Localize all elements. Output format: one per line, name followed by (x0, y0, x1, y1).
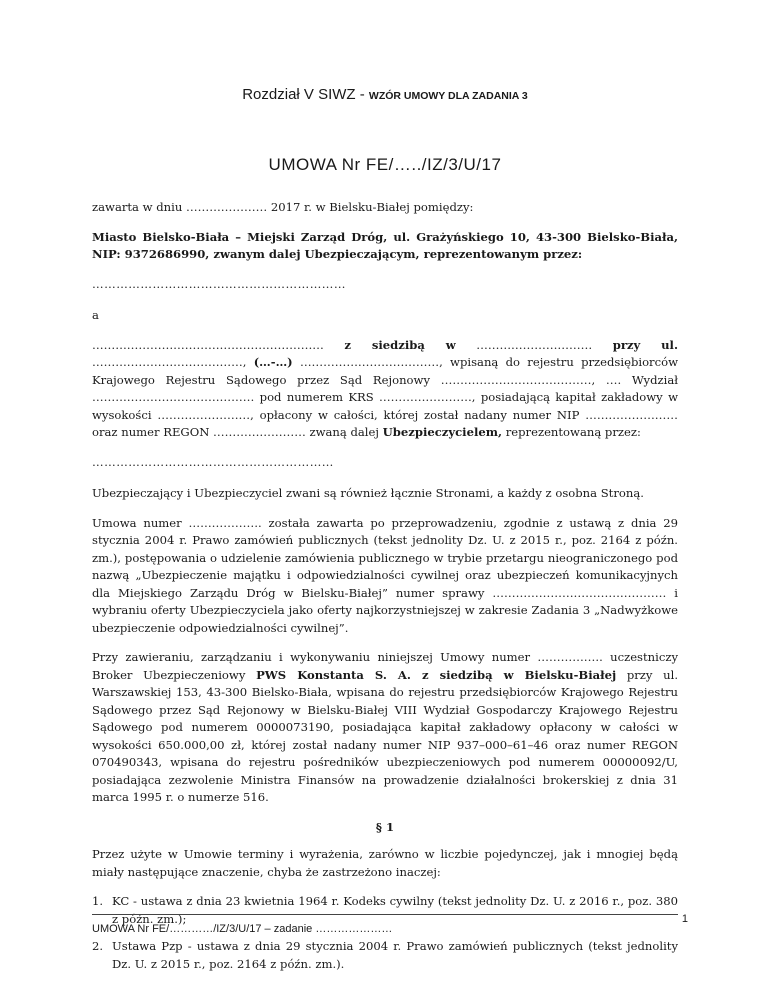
list-item-text: Ustawa Pzp - ustawa z dnia 29 stycznia 2004 r. Prawo zamówień publicznych (tekst jednolity Dz. U. z 2015 r., poz. 2164 z późn. zm.). (112, 939, 678, 971)
party-insurer (92, 337, 678, 442)
insurer-label: Ubezpieczycielem, (382, 425, 503, 439)
document-body (92, 80, 678, 983)
broker-details: przy ul. Warszawskiej 153, 43-300 Bielsko-Biała, wpisana do rejestru przedsiębiorców Krajowego Rejestru Sądowego przez Sąd Rejonowy w Bielsku-Białej VIII Wydział Gospodarczy Krajowego Rejestru Sądowego pod numerem 0000073190, posiadająca kapitał zakładowy opłacony w całości w wysokości 650.000,00 zł, której został nadany numer NIP 937–000–61–46 oraz numer REGON 070490343, wpisana do rejestru pośredników ubezpieczeniowych pod numerem 00000092/U, posiadająca zezwolenie Ministra Finansów na prowadzenie działalności brokerskiej z dnia 31 marca 1995 r. o numerze 516. (92, 667, 678, 804)
contract-intro: zawarta w dniu ………………… 2017 r. w Bielsku-Białej pomiędzy: (92, 200, 474, 214)
broker-intro: Przy zawieraniu, zarządzaniu i wykonywaniu niniejszej Umowy numer …………….. uczestniczy Broker Ubezpieczeniowy (92, 650, 678, 682)
insurer-rep-text: reprezentowaną przez: (502, 425, 641, 439)
list-item (92, 938, 678, 973)
street-label: przy ul. (612, 337, 678, 352)
list-item-number: 2. (92, 939, 104, 953)
seat-blank: ………………………… (455, 337, 613, 352)
party-insurer-representative: …………………………………………………… (92, 454, 334, 469)
insurer-registration-text: wpisaną do rejestru przedsiębiorców Krajowego Rejestru Sądowego przez Sąd Rejonowy …………………………………, …. Wydział …………………………………… pod numerem KRS ……………………, posiadającą kapitał zakładowy w wysokości ……………………, opłacony w całości, której został nadany numer NIP …………………… oraz numer REGON …………………… zwaną dalej (92, 355, 678, 439)
footer-text: UMOWA Nr FE/…………/IZ/3/U/17 – zadanie ………………… (92, 923, 393, 935)
insurer-name-blank: …………………………………………………… (92, 337, 345, 352)
party-insured: Miasto Bielsko-Biała – Miejski Zarząd Dróg, ul. Grażyńskiego 10, 43-300 Bielsko-Biała, NIP: 9372686990, zwanym dalej Ubezpieczającym, reprezentowanym przez: (92, 229, 678, 261)
postcode-blank: (…-…) (253, 355, 293, 369)
contract-title: UMOWA Nr FE/…../IZ/3/U/17 (268, 154, 502, 174)
chapter-subtitle: WZÓR UMOWY DLA ZADANIA 3 (368, 90, 528, 102)
chapter-title: Rozdział V SIWZ - (242, 86, 369, 103)
conjunction-and: a (92, 308, 99, 322)
party-insured-representative: ……………………………………………………… (92, 276, 346, 291)
section-1-heading: § 1 (375, 819, 395, 834)
broker-name: PWS Konstanta S. A. z siedzibą w Bielsku-Białej (256, 667, 617, 682)
page-number: 1 (681, 913, 688, 925)
list-item-number: 1. (92, 894, 104, 908)
parties-note: Ubezpieczający i Ubezpieczyciel zwani są również łącznie Stronami, a każdy z osobna Stroną. (92, 486, 644, 500)
broker-paragraph (92, 649, 678, 807)
contract-basis-paragraph: Umowa numer ………………. została zawarta po przeprowadzeniu, zgodnie z ustawą z dnia 29 stycznia 2004 r. Prawo zamówień publicznych (tekst jednolity Dz. U. z 2015 r., poz. 2164 z późn. zm.), postępowania o udzielenie zamówienia publicznego w trybie przetargu nieograniczonego pod nazwą „Ubezpieczenie majątku i odpowiedzialności cywilnej oraz ubezpieczeń komunikacyjnych dla Miejskiego Zarządu Dróg w Bielsku-Białej” numer sprawy ……………………………………… i wybraniu oferty Ubezpieczyciela jako oferty najkorzystniejszej w zakresie Zadania 3 „Nadwyżkowe ubezpieczenie odpowiedzialności cywilnej”. (92, 515, 678, 635)
section-1-intro: Przez użyte w Umowie terminy i wyrażenia, zarówno w liczbie pojedynczej, jak i mnogiej będą miały następujące znaczenie, chyba że zastrzeżono inaczej: (92, 847, 678, 879)
list-item-text: KC - ustawa z dnia 23 kwietnia 1964 r. Kodeks cywilny (tekst jednolity Dz. U. z 2016 r., poz. 380 z późn. zm.); (112, 894, 678, 926)
page-footer (92, 913, 688, 935)
chapter-header (92, 86, 678, 106)
street-blank: …………………………………, (92, 355, 254, 369)
seat-label: z siedzibą w (344, 337, 456, 352)
city-blank: ………………………………, (292, 355, 451, 369)
